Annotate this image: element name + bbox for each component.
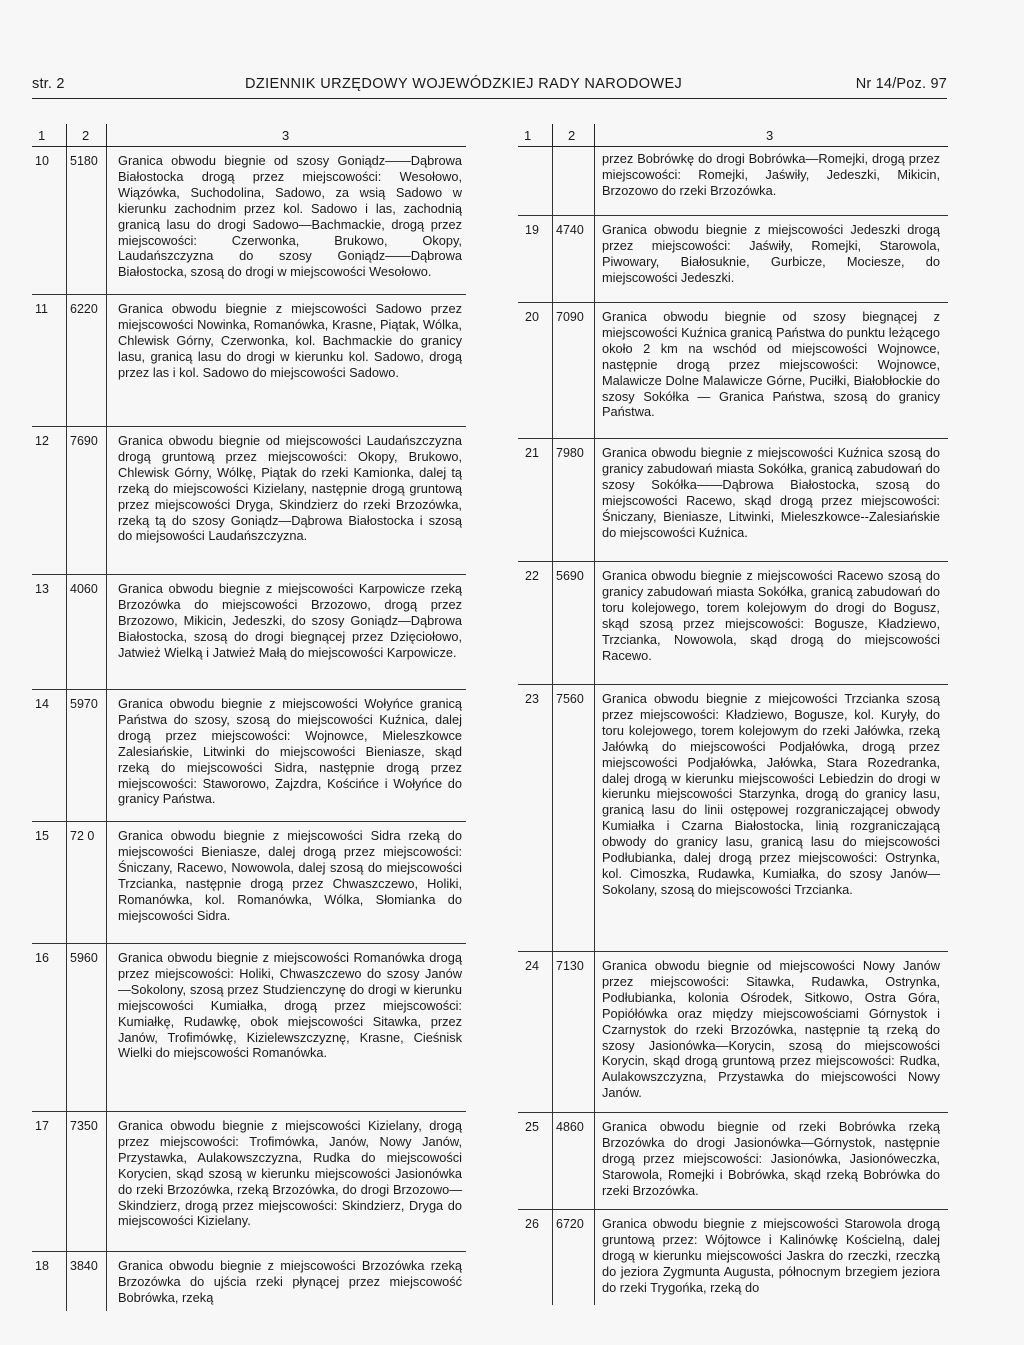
row-number: 22 [525, 569, 539, 583]
table-row [32, 575, 466, 690]
row-description: Granica obwodu biegnie z miejscowości Wołyńce granicą Państwa do szosy, szosą do miejscowości Kuźnica, dalej drogą przez miejscowości: Wojnowce, Mieleszkowce Zalesiańskie, Litwinki do miejscowości Bieniasze, skąd rzeką do miejscowości Sidra, następnie drogą przez miejscowości: Staworowo, Zajzdra, Kościńce i Wołyńce do granicy Państwa. [118, 696, 462, 807]
table-row [32, 1252, 466, 1311]
table-row [518, 439, 948, 562]
row-description: Granica obwodu biegnie z miejscowości Kizielany, drogą przez miejscowości: Trofimówka, Janów, Nowy Janów, Przystawka, Aulakowszczyzna, Rudka do miejscowości Korycien, skąd szosą w kierunku miejscowości Jasionówka do rzeki Brzozówka, rzeką Brzozówka, do drogi Brzozowo—Skindzierz, drogą przez miejscowości: Skindzierz, Dryga do miejscowości Kizielany. [118, 1118, 462, 1229]
col-header-3: 3 [282, 128, 290, 143]
row-description: Granica obwodu biegnie od rzeki Bobrówka rzeką Brzozówka do drogi Jasionówka—Górnystok, następnie drogą przez miejscowości: Jasionówka, Jasionóweczka, Starowola, Romejki i Bobrówka, skąd rzeką Bobrówka do rzeki Brzozówka. [602, 1119, 940, 1198]
col-header-2: 2 [82, 128, 90, 143]
row-description: Granica obwodu biegnie z miejscowości Kuźnica szosą do granicy zabudowań miasta Sokółka, granicą zabudowań do szosy Sokółka——Dąbrowa Białostocka, szosą do miejscowości Racewo, skąd drogą przez miejscowości: Śniczany, Bieniasze, Litwinki, Mieleszkowce--Zalesiańskie do miejscowości Kuźnica. [602, 445, 940, 540]
table-row [32, 690, 466, 822]
row-description: Granica obwodu biegnie z miejscowości Sadowo przez miejscowości Nowinka, Romanówka, Krasne, Piątak, Wólka, Chlewisk Górny, Czerwonka, kol. Bachmackie do granicy lasu, granicą lasu do drogi w kierunku kol. Sadowo, drogą przez las i kol. Sadowo do miejscowości Sadowo. [118, 301, 462, 380]
journal-title: DZIENNIK URZĘDOWY WOJEWÓDZKIEJ RADY NARODOWEJ [245, 76, 683, 92]
row-number: 26 [525, 1217, 539, 1231]
row-description: Granica obwodu biegnie od szosy biegnącej z miejscowości Kuźnica granicą Państwa do punktu leżącego około 2 km na wschód od miejscowości Wojnowce, następnie drogą przez miejscowości: Wojnowce, Malawicze Dolne Malawicze Górne, Puciłki, Białobłockie do szosy Sokółka — Granica Państwa, szosą do granicy Państwa. [602, 309, 940, 420]
row-description: Granica obwodu biegnie od szosy Goniądz——Dąbrowa Białostocka drogą przez miejscowości: Wesołowo, Wiązówka, Suchodolina, Sadowo, za wsią Sadowo w kierunku zachodnim przez kol. Sadowo i las, zachodnią granicą lasu do drogi Sadowo—Bachmackie, drogą przez miejscowości: Czerwonka, Brukowo, Okopy, Laudańszczyzna do szosy Goniądz——Dąbrowa Białostocka, szosą do drogi w miejscowości Wesołowo. [118, 153, 462, 280]
table-row [518, 685, 948, 952]
row-number: 13 [35, 582, 49, 596]
row-area: 4060 [70, 582, 98, 596]
row-number: 23 [525, 692, 539, 706]
row-number: 21 [525, 446, 539, 460]
table-row [518, 952, 948, 1113]
row-area: 4860 [556, 1120, 584, 1134]
row-area: 5970 [70, 697, 98, 711]
row-number: 17 [35, 1119, 49, 1133]
left-table [32, 124, 466, 1311]
row-area: 6220 [70, 302, 98, 316]
row-area: 5960 [70, 951, 98, 965]
row-number: 10 [35, 154, 49, 168]
table-header [32, 124, 466, 147]
row-area: 7350 [70, 1119, 98, 1133]
row-area: 72 0 [70, 829, 95, 843]
table-row [32, 147, 466, 295]
table-row [518, 1210, 948, 1305]
row-description: Granica obwodu biegnie z miejscowości Jedeszki drogą przez miejscowości: Jaświły, Romejki, Starowola, Piwowary, Białosuknie, Gurbicze, Mociesze, do miejscowości Jedeszki. [602, 222, 940, 285]
table-row [32, 427, 466, 575]
table-row [518, 147, 948, 216]
row-area: 3840 [70, 1259, 98, 1273]
table-header [518, 124, 948, 147]
table-row [32, 295, 466, 427]
row-area: 5690 [556, 569, 584, 583]
row-description: Granica obwodu biegnie z miejscowości Racewo szosą do granicy zabudowań miasta Sokółka, granicą zabudowań do toru kolejowego, torem kolejowym do drogi do Bogusz, skąd szosą przez miejscowości: Bogusze, Kładziewo, Trzcianka, Nowowola, skąd drogą do miejscowości Racewo. [602, 568, 940, 663]
row-number: 20 [525, 310, 539, 324]
row-number: 15 [35, 829, 49, 843]
row-description: Granica obwodu biegnie z miejscowości Sidra rzeką do miejscowości Bieniasze, dalej drogą przez miejscowości: Śniczany, Racewo, Nowowola, dalej szosą do miejscowości Trzcianka, następnie drogą przez Chwaszczewo, Holiki, Romanówka, kol. Romanówka, Wólka, Słomianka do miejscowości Sidra. [118, 828, 462, 923]
row-area: 6720 [556, 1217, 584, 1231]
table-row [518, 303, 948, 439]
row-number: 24 [525, 959, 539, 973]
row-description: Granica obwodu biegnie z miejscowości Starowola drogą gruntową przez: Wójtowce i Kalinówkę Kościelną, dalej drogą w kierunku miejscowości Jaskra do rzeczki, rzeczką do jeziora Zygmunta Augusta, północnym brzegiem jeziora do rzeki Trygońka, rzeką do [602, 1216, 940, 1295]
row-description: przez Bobrówkę do drogi Bobrówka—Romejki, drogą przez miejscowości: Romejki, Jaświły, Jedeszki, Mikicin, Brzozowo do rzeki Brzozówka. [602, 151, 940, 198]
row-number: 19 [525, 223, 539, 237]
page-header [32, 76, 947, 99]
row-area: 7130 [556, 959, 584, 973]
row-area: 7560 [556, 692, 584, 706]
row-area: 4740 [556, 223, 584, 237]
row-number: 12 [35, 434, 49, 448]
row-area: 5180 [70, 154, 98, 168]
row-number: 25 [525, 1120, 539, 1134]
table-row [32, 944, 466, 1112]
row-number: 18 [35, 1259, 49, 1273]
row-number: 11 [35, 302, 48, 316]
row-description: Granica obwodu biegnie z miejscowości Romanówka drogą przez miejscowości: Holiki, Chwaszczewo do szosy Janów—Sokolony, szosą przez Studzienczynę do drogi w kierunku miejscowości Kumiałka, drogą przez miejscowości: Kumiałkę, Rudawkę, obok miejscowości Sitawka, przez Janów, Trofimówkę, Kizielewszczyznę, Krasne, Cieśnisk Wielki do miejscowości Romanówka. [118, 950, 462, 1061]
row-number: 14 [35, 697, 49, 711]
col-header-2: 2 [568, 128, 576, 143]
table-row [32, 1112, 466, 1252]
row-area: 7090 [556, 310, 584, 324]
table-row [518, 216, 948, 303]
row-number: 16 [35, 951, 49, 965]
row-description: Granica obwodu biegnie z miejscowości Karpowicze rzeką Brzozówka do miejscowości Brzozowo, drogą przez Brzozowo, Mikicin, Jedeszki, do szosy Goniądz—Dąbrowa Białostocka, szosą do drogi biegnącej przez Dzięciołowo, Jatwież Wielką i Jatwież Małą do miejscowości Karpowicze. [118, 581, 462, 660]
right-table [518, 124, 948, 1305]
col-header-3: 3 [766, 128, 774, 143]
row-description: Granica obwodu biegnie z miejcowości Trzcianka szosą przez miejscowości: Kładziewo, Bogusze, kol. Kuryły, do toru kolejowego, torem kolejowym do rzeki Jałówka, rzeką Jałówką do miejscowości Podjałówka, drogą przez miejscowości Podjałówka, Jałówka, Stara Rozedranka, dalej drogą w kierunku miejscowości Lebiedzin do drogi w kierunku miejscowości Starzynka, drogą do granicy lasu, granicą lasu do linii ostępowej rozgraniczającej obwody Kumiałka i Czarna Białostocka, linią rozgraniczającą obwody do granicy lasu, granicą lasu do miejscowości Podłubianka, dalej drogą przez miejscowości: Ostrynka, kol. Cimoszka, Rudawka, Kumiałka, do szosy Janów—Sokolany, szosą do miejscowości Trzcianka. [602, 691, 940, 897]
row-area: 7690 [70, 434, 98, 448]
col-header-1: 1 [38, 128, 46, 143]
row-description: Granica obwodu biegnie z miejscowości Brzozówka rzeką Brzozówka do ujścia rzeki płynącej przez miejscowość Bobrówka, rzeką [118, 1258, 462, 1305]
table-row [518, 1113, 948, 1210]
row-description: Granica obwodu biegnie od miejscowości Nowy Janów przez miejscowości: Sitawka, Rudawka, Ostrynka, Podłubianka, kolonia Ośrodek, Sitkowo, Ostra Góra, Popiółówka oraz między miejscowościami Górnystok i Czarnystok do rzeki Brzozówka, następnie tą rzeką do szosy Jasionówka—Korycin, szosą do miejscowości Korycin, skąd drogą gruntową przez miejscowości: Rudka, Aulakowszczyzna, Przystawka do miejscowości Nowy Janów. [602, 958, 940, 1101]
page-number: str. 2 [32, 76, 65, 92]
table-row [518, 562, 948, 685]
row-description: Granica obwodu biegnie od miejscowości Laudańszczyzna drogą gruntową przez miejscowości: Okopy, Brukowo, Chlewisk Górny, Wólkę, Piątak do rzeki Kamionka, dalej tą rzeką do miejscowości Kizielany, następnie drogą gruntową przez miejscowości Dryga, Skindzierz do rzeki Brzozówka, rzeką tą do szosy Goniądz—Dąbrowa Białostocka i szosą do miejsowości Laudańszczyzna. [118, 433, 462, 544]
issue-number: Nr 14/Poz. 97 [855, 76, 947, 92]
col-header-1: 1 [524, 128, 532, 143]
row-area: 7980 [556, 446, 584, 460]
table-row [32, 822, 466, 944]
